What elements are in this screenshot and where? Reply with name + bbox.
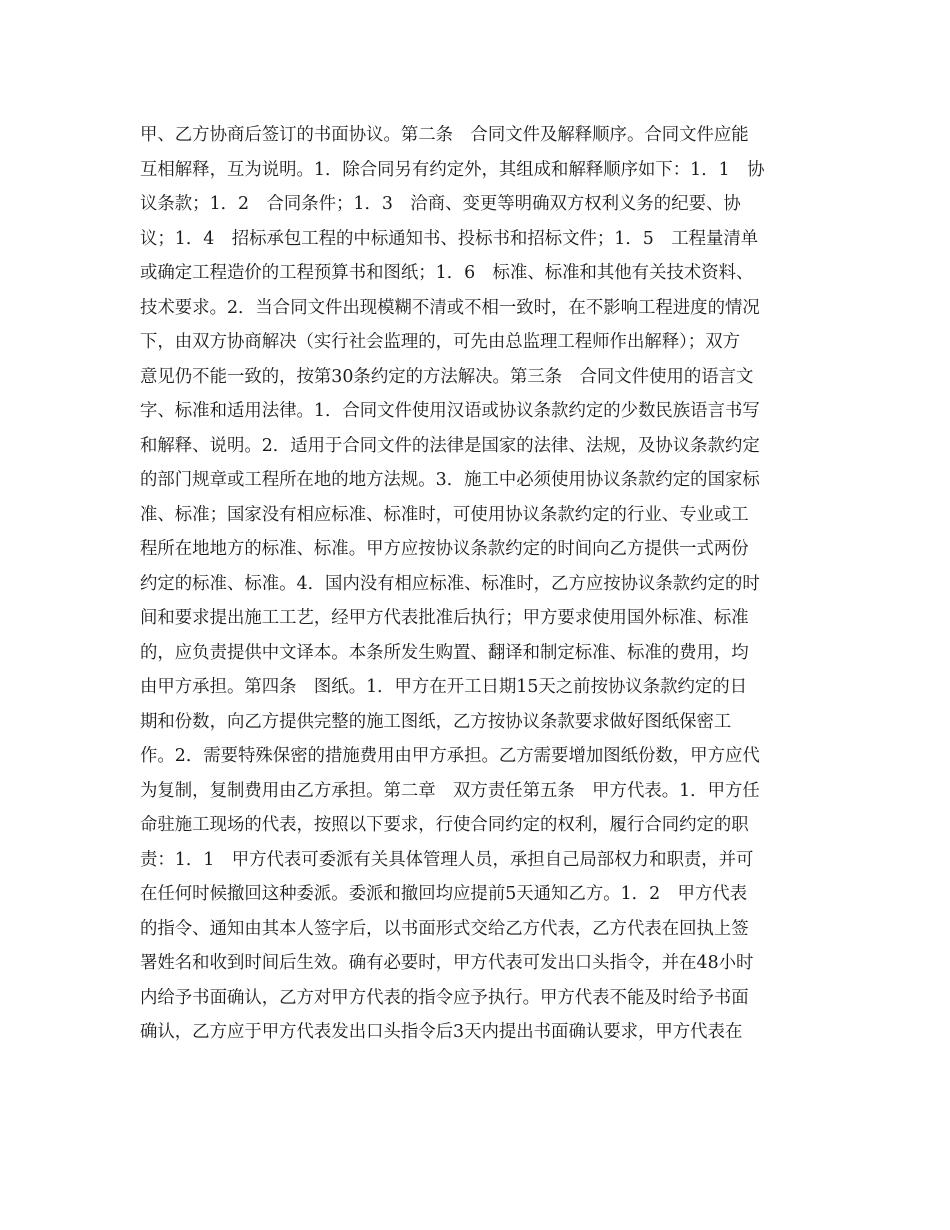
text-line: 的，应负责提供中文译本。本条所发生购置、翻译和制定标准、标准的费用，均 — [140, 642, 749, 663]
text-line: 下，由双方协商解决（实行社会监理的，可先由总监理工程师作出解释）；双方 — [140, 332, 740, 352]
text-line: 期和份数，向乙方提供完整的施工图纸，乙方按协议条款要求做好图纸保密工 — [140, 711, 732, 732]
contract-body-text — [140, 118, 812, 1050]
text-line: 署姓名和收到时间后生效。确有必要时，甲方代表可发出口头指令，并在48小时 — [140, 953, 754, 973]
text-line: 议；1．4 招标承包工程的中标通知书、投标书和招标文件；1．5 工程量清单 — [140, 228, 759, 249]
text-line: 的指令、通知由其本人签字后，以书面形式交给乙方代表，乙方代表在回执上签 — [140, 918, 749, 939]
text-line: 字、标准和适用法律。1．合同文件使用汉语或协议条款约定的少数民族语言书写 — [140, 401, 760, 421]
text-line: 的部门规章或工程所在地的地方法规。3．施工中必须使用协议条款约定的国家标 — [140, 470, 760, 490]
text-line: 内给予书面确认，乙方对甲方代表的指令应予执行。甲方代表不能及时给予书面 — [140, 987, 749, 1008]
text-line: 由甲方承担。第四条 图纸。1．甲方在开工日期15天之前按协议条款约定的日 — [140, 677, 748, 697]
text-line: 和解释、说明。2．适用于合同文件的法律是国家的法律、法规，及协议条款约定 — [140, 435, 760, 456]
text-line: 甲、乙方协商后签订的书面协议。第二条 合同文件及解释顺序。合同文件应能 — [140, 125, 749, 145]
text-line: 互相解释，互为说明。1．除合同另有约定外，其组成和解释顺序如下：1．1 协 — [140, 159, 765, 180]
text-line: 议条款；1．2 合同条件；1．3 洽商、变更等明确双方权利义务的纪要、协 — [140, 194, 741, 214]
text-line: 命驻施工现场的代表，按照以下要求，行使合同约定的权利，履行合同约定的职 — [140, 815, 749, 835]
text-line: 程所在地地方的标准、标准。甲方应按协议条款约定的时间向乙方提供一式两份 — [140, 539, 749, 559]
text-line: 间和要求提出施工工艺，经甲方代表批准后执行；甲方要求使用国外标准、标准 — [140, 608, 749, 628]
text-line: 意见仍不能一致的，按第30条约定的方法解决。第三条 合同文件使用的语言文 — [140, 366, 754, 387]
text-line: 约定的标准、标准。4．国内没有相应标准、标准时，乙方应按协议条款约定的时 — [140, 573, 760, 594]
text-line: 技术要求。2．当合同文件出现模糊不清或不相一致时，在不影响工程进度的情况 — [140, 297, 760, 318]
text-line: 作。2．需要特殊保密的措施费用由甲方承担。乙方需要增加图纸份数，甲方应代 — [140, 746, 760, 766]
text-line: 责：1．1 甲方代表可委派有关具体管理人员，承担自己局部权力和职责，并可 — [140, 849, 754, 870]
text-line: 在任何时候撤回这种委派。委派和撤回均应提前5天通知乙方。1．2 甲方代表 — [140, 884, 748, 904]
text-line: 准、标准；国家没有相应标准、标准时，可使用协议条款约定的行业、专业或工 — [140, 504, 749, 525]
text-line: 确认，乙方应于甲方代表发出口头指令后3天内提出书面确认要求，甲方代表在 — [140, 1022, 743, 1042]
text-line: 或确定工程造价的工程预算书和图纸；1．6 标准、标准和其他有关技术资料、 — [140, 263, 754, 283]
text-line: 为复制，复制费用由乙方承担。第二章 双方责任第五条 甲方代表。1．甲方任 — [140, 780, 760, 801]
